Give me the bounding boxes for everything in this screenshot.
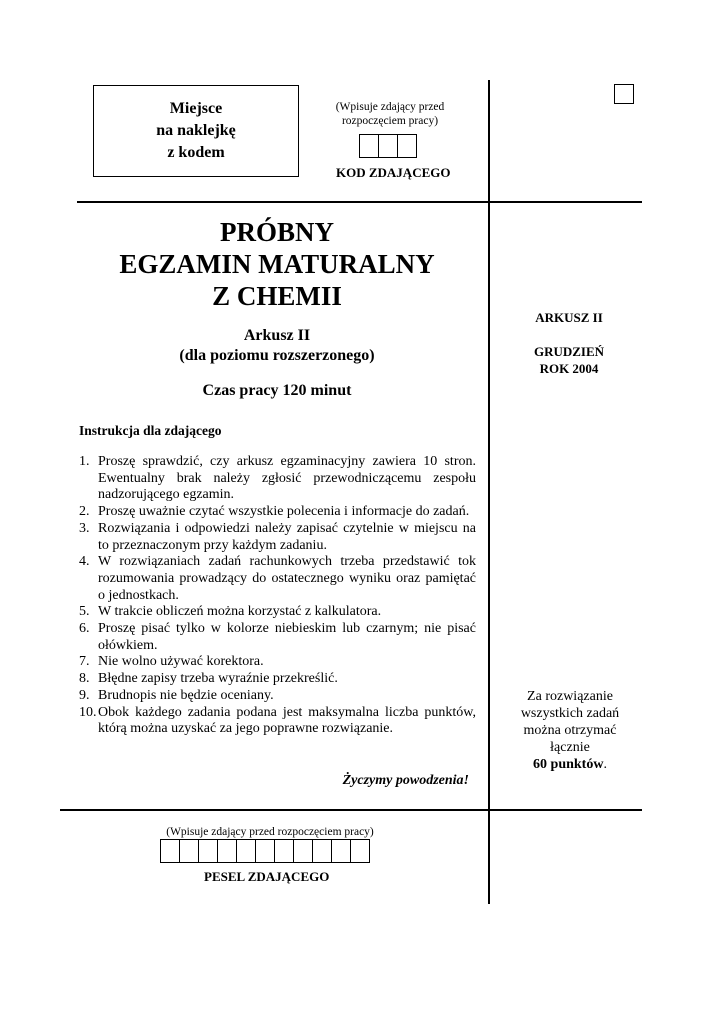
bottom-divider xyxy=(60,809,642,811)
pesel-digit-cell[interactable] xyxy=(274,839,294,863)
exam-title xyxy=(77,216,477,312)
vertical-divider xyxy=(488,80,490,904)
instruction-number: 9. xyxy=(79,687,90,703)
instruction-item xyxy=(79,621,476,654)
good-luck-text: Życzymy powodzenia! xyxy=(342,773,469,788)
instruction-text: Nie wolno używać korektora. xyxy=(98,654,264,670)
instructions-list xyxy=(79,454,476,738)
title-line-1: PRÓBNY xyxy=(220,217,334,247)
code-note-line-2: rozpoczęciem pracy) xyxy=(341,115,439,127)
instruction-item xyxy=(79,521,476,554)
pesel-digit-cell[interactable] xyxy=(198,839,218,863)
right-year: ROK 2004 xyxy=(539,361,599,376)
code-label: KOD ZDAJĄCEGO xyxy=(336,165,451,180)
sticker-placeholder-box xyxy=(93,85,299,177)
points-line-3: można otrzymać xyxy=(523,723,617,738)
instruction-text: Proszę uważnie czytać wszystkie polecenia i informacje do zadań. xyxy=(98,504,470,520)
exam-duration: Czas pracy 120 minut xyxy=(202,382,352,399)
pesel-digit-cell[interactable] xyxy=(312,839,332,863)
instruction-item xyxy=(79,671,476,688)
pesel-input-cells[interactable] xyxy=(160,839,370,863)
instruction-number: 10. xyxy=(79,704,97,720)
instruction-number: 1. xyxy=(79,454,90,469)
total-points-info xyxy=(500,688,640,773)
instruction-text: W trakcie obliczeń można korzystać z kalkulatora. xyxy=(98,604,382,620)
instruction-item xyxy=(79,688,476,705)
instruction-number: 4. xyxy=(79,554,90,570)
instruction-number: 2. xyxy=(79,504,90,520)
points-line-2: wszystkich zadań xyxy=(520,706,620,721)
pesel-digit-cell[interactable] xyxy=(293,839,313,863)
pesel-digit-cell[interactable] xyxy=(350,839,370,863)
sticker-line-1: Miejsce xyxy=(169,100,223,117)
points-bold: 60 punktów xyxy=(533,757,604,772)
right-sheet-label: ARKUSZ II xyxy=(535,310,603,325)
points-end: . xyxy=(603,757,607,772)
right-month: GRUDZIEŃ xyxy=(533,344,605,359)
code-section xyxy=(310,100,470,128)
pesel-digit-cell[interactable] xyxy=(160,839,180,863)
sticker-line-2: na naklejkę xyxy=(156,122,236,139)
instruction-text: Brudnopis nie będzie oceniany. xyxy=(98,687,274,703)
instruction-number: 3. xyxy=(79,520,90,536)
instruction-item xyxy=(79,654,476,671)
instruction-item xyxy=(79,554,476,604)
title-line-3: Z CHEMII xyxy=(212,281,342,311)
points-line-4: łącznie xyxy=(550,740,590,755)
sticker-line-3: z kodem xyxy=(167,144,225,161)
title-line-2: EGZAMIN MATURALNY xyxy=(119,249,435,279)
code-note-line-1: (Wpisuje zdający przed xyxy=(335,101,445,113)
instruction-text: Obok każdego zadania podana jest maksymalna liczba punktów, którą można uzyskać za jego poprawne rozwiązanie. xyxy=(98,704,476,737)
pesel-digit-cell[interactable] xyxy=(236,839,256,863)
pesel-digit-cell[interactable] xyxy=(217,839,237,863)
instruction-number: 5. xyxy=(79,604,90,620)
instruction-text: Proszę pisać tylko w kolorze niebieskim lub czarnym; nie pisać ołówkiem. xyxy=(98,621,476,653)
code-digit-cell[interactable] xyxy=(359,134,379,158)
points-line-1: Za rozwiązanie xyxy=(527,689,613,704)
sheet-name: Arkusz II xyxy=(243,327,311,344)
sheet-level: (dla poziomu rozszerzonego) xyxy=(179,347,375,364)
instruction-text: Błędne zapisy trzeba wyraźnie przekreślić. xyxy=(98,671,338,687)
instruction-text: Proszę sprawdzić, czy arkusz egzaminacyjny zawiera 10 stron. Ewentualny brak należy zgłosić przewodniczącemu zespołu nadzorującego egzamin. xyxy=(98,454,476,503)
pesel-digit-cell[interactable] xyxy=(255,839,275,863)
instruction-item xyxy=(79,604,476,621)
points-line-5 xyxy=(500,756,640,773)
instruction-number: 7. xyxy=(79,654,90,670)
pesel-label: PESEL ZDAJĄCEGO xyxy=(204,869,330,884)
top-divider xyxy=(77,201,642,203)
pesel-digit-cell[interactable] xyxy=(331,839,351,863)
code-input-cells[interactable] xyxy=(359,134,417,158)
instruction-text: Rozwiązania i odpowiedzi należy zapisać czytelnie w miejscu na to przeznaczonym przy każdym zadaniu. xyxy=(98,520,476,553)
instruction-text: W rozwiązaniach zadań rachunkowych trzeba przedstawić tok rozumowania prowadzący do ostatecznego wyniku oraz pamiętać o jednostkach. xyxy=(98,554,476,603)
instructions-heading: Instrukcja dla zdającego xyxy=(79,423,222,438)
instruction-number: 8. xyxy=(79,671,90,687)
instruction-number: 6. xyxy=(79,621,90,637)
instruction-item xyxy=(79,454,476,504)
code-digit-cell[interactable] xyxy=(397,134,417,158)
corner-checkbox[interactable] xyxy=(614,84,634,104)
code-digit-cell[interactable] xyxy=(378,134,398,158)
instruction-item xyxy=(79,504,476,521)
instruction-item xyxy=(79,705,476,738)
pesel-note: (Wpisuje zdający przed rozpoczęciem pracy) xyxy=(166,826,374,838)
pesel-digit-cell[interactable] xyxy=(179,839,199,863)
